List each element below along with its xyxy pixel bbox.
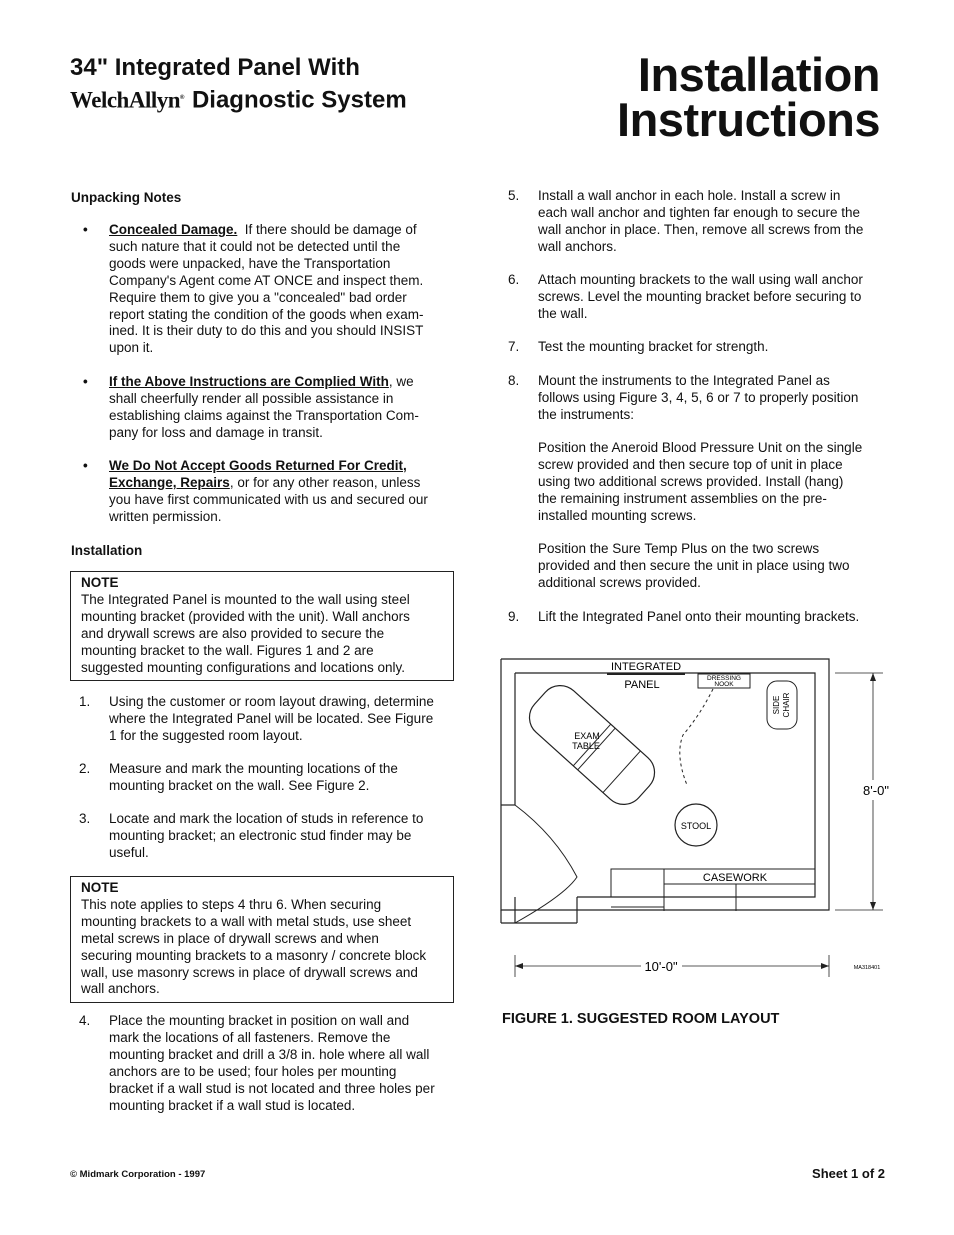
- step-number: 9.: [508, 609, 520, 624]
- side-label: SIDE: [772, 695, 781, 715]
- document-title-line2: Instructions: [617, 93, 880, 146]
- dressing-label: DRESSING: [707, 675, 741, 682]
- note-title: NOTE: [81, 880, 119, 895]
- step-text: anchors are to be used; four holes per mounting: [109, 1063, 397, 1079]
- step-text: installed mounting screws.: [538, 507, 697, 523]
- note-title: NOTE: [81, 575, 119, 590]
- dressing-curtain: [680, 689, 713, 785]
- bullet-concealed-damage: [83, 222, 454, 357]
- step-4: [79, 1013, 459, 1114]
- step-text: the remaining instrument assemblies on the pre-: [538, 490, 827, 506]
- step-text: Using the customer or room layout drawing, determine: [109, 694, 434, 709]
- step-5: [508, 188, 888, 256]
- arrow-head: [870, 673, 876, 681]
- bullet-text: written permission.: [109, 508, 222, 524]
- note-text: The Integrated Panel is mounted to the wall using steel: [81, 591, 410, 607]
- step-9: [508, 609, 888, 626]
- room-layout-figure: [495, 655, 905, 985]
- bullet-text: upon it.: [109, 340, 154, 356]
- step-text: useful.: [109, 844, 149, 860]
- step-text: mounting bracket if a wall stud is located.: [109, 1097, 356, 1113]
- step-text: each wall anchor and tighten far enough to secure the: [538, 204, 860, 220]
- bullet-text: establishing claims against the Transportation Com-: [109, 407, 419, 423]
- chair-label: CHAIR: [782, 692, 791, 718]
- bullet-text: Require them to give you a "concealed" bad order: [109, 289, 407, 305]
- step-text: the instruments:: [538, 406, 635, 422]
- arrow-head: [821, 963, 829, 969]
- bullet-text: If there should be damage of: [237, 222, 417, 237]
- bullet-line: [109, 374, 454, 391]
- bullet-lead: Concealed Damage.: [109, 222, 238, 237]
- bullet-lead: We Do Not Accept Goods Returned For Credit,: [109, 458, 407, 473]
- document-title: [617, 48, 880, 146]
- step-text: Place the mounting bracket in position on wall and: [109, 1013, 410, 1028]
- bullet-text: , or for any other reason, unless: [229, 474, 421, 490]
- bullet-text: you have first communicated with us and secured our: [109, 491, 428, 507]
- bullet-text: , we: [388, 374, 414, 389]
- step-text: mounting bracket; an electronic stud finder may be: [109, 827, 412, 843]
- note-text: mounting bracket (provided with the unit). Wall anchors: [81, 608, 410, 624]
- product-title-line1: 34" Integrated Panel With: [70, 54, 360, 81]
- step-8-paragraph-suretemp: [538, 541, 888, 592]
- step-text: Test the mounting bracket for strength.: [538, 339, 769, 354]
- step-8-paragraph-aneroid: [538, 440, 888, 525]
- step-text: Attach mounting brackets to the wall using wall anchor: [538, 272, 863, 287]
- nook-label: NOOK: [714, 681, 734, 688]
- width-label: 10'-0": [644, 959, 678, 974]
- step-number: 5.: [508, 188, 520, 203]
- integrated-label: INTEGRATED: [610, 661, 682, 673]
- bullet-dot: •: [83, 374, 88, 389]
- note-text: and drywall screws are also provided to secure the: [81, 625, 385, 641]
- step-text: follows using Figure 3, 4, 5, 6 or 7 to properly position: [538, 389, 859, 405]
- panel-label: PANEL: [624, 679, 660, 691]
- step-text: wall anchors.: [538, 238, 617, 254]
- logo-text: WelchAllyn: [70, 87, 181, 113]
- product-title-line2-text: Diagnostic System: [191, 86, 407, 114]
- step-text: Position the Sure Temp Plus on the two screws: [538, 541, 820, 556]
- bullet-text: Company's Agent come AT ONCE and inspect them.: [109, 272, 424, 288]
- table-label: TABLE: [572, 741, 600, 751]
- step-text: mounting bracket on the wall. See Figure 2.: [109, 777, 370, 793]
- step-number: 1.: [79, 694, 91, 709]
- step-number: 3.: [79, 811, 91, 826]
- note-text: suggested mounting configurations and locations only.: [81, 659, 405, 675]
- door-swing: [515, 805, 577, 923]
- step-number: 6.: [508, 272, 520, 287]
- note-text: mounting brackets to a wall with metal studs, use sheet: [81, 913, 412, 929]
- note-text: This note applies to steps 4 thru 6. When securing: [81, 896, 382, 912]
- step-text: mark the locations of all fasteners. Remove the: [109, 1029, 391, 1045]
- bullet-text: shall cheerfully render all possible assistance in: [109, 390, 394, 406]
- bullet-text: goods were unpacked, have the Transportation: [109, 255, 391, 271]
- step-text: Mount the instruments to the Integrated Panel as: [538, 373, 830, 388]
- step-text: Measure and mark the mounting locations of the: [109, 761, 398, 776]
- step-text: Locate and mark the location of studs in reference to: [109, 811, 424, 826]
- welch-allyn-logo: [70, 83, 184, 116]
- height-label: 8'-0": [863, 783, 889, 798]
- step-text: Lift the Integrated Panel onto their mounting brackets.: [538, 609, 860, 624]
- bullet-text: report stating the condition of the goods when exam-: [109, 306, 424, 322]
- product-title: [70, 52, 407, 116]
- step-text: the wall.: [538, 305, 588, 321]
- arrow-head: [870, 902, 876, 910]
- product-title-line2: [70, 83, 407, 116]
- step-number: 7.: [508, 339, 520, 354]
- step-number: 4.: [79, 1013, 91, 1028]
- bullet-text: pany for loss and damage in transit.: [109, 424, 323, 440]
- installation-heading: Installation: [71, 543, 143, 558]
- bullet-text: ined. It is their duty to do this and you should INSIST: [109, 323, 424, 339]
- bullet-line: [109, 475, 454, 492]
- casework-label: CASEWORK: [702, 872, 768, 884]
- exam-label: EXAM: [574, 731, 600, 741]
- step-text: Position the Aneroid Blood Pressure Unit on the single: [538, 440, 863, 455]
- step-text: additional screws provided.: [538, 574, 701, 590]
- note-box-1: [70, 571, 454, 681]
- step-1: [79, 694, 459, 745]
- bullet-no-returns: [83, 458, 454, 526]
- drawing-code: MA318401: [853, 965, 881, 971]
- bullet-lead: If the Above Instructions are Complied With: [109, 374, 389, 389]
- step-text: screws. Level the mounting bracket before securing to: [538, 288, 862, 304]
- copyright: © Midmark Corporation - 1997: [70, 1169, 206, 1180]
- step-text: mounting bracket and drill a 3/8 in. hole where all wall: [109, 1046, 430, 1062]
- document-title-line1: Installation: [637, 48, 880, 101]
- step-text: screw provided and then secure top of unit in place: [538, 456, 843, 472]
- step-text: 1 for the suggested room layout.: [109, 727, 303, 743]
- sheet-number: Sheet 1 of 2: [812, 1166, 885, 1181]
- step-text: Install a wall anchor in each hole. Install a screw in: [538, 188, 841, 203]
- exam-table-divider: [603, 751, 640, 793]
- step-text: bracket if a wall stud is not located and three holes per: [109, 1080, 435, 1096]
- step-text: where the Integrated Panel will be located. See Figure: [109, 710, 434, 726]
- bullet-text: such nature that it could not be detected until the: [109, 238, 401, 254]
- bullet-line: [109, 222, 454, 239]
- bullet-instructions-complied: [83, 374, 454, 442]
- step-text: wall anchor in place. Then, remove all screws from the: [538, 221, 864, 237]
- step-6: [508, 272, 888, 323]
- step-8: [508, 373, 888, 424]
- note-box-2: [70, 876, 454, 1003]
- inner-wall: [515, 673, 815, 897]
- step-text: using two additional screws provided. Install (hang): [538, 473, 844, 489]
- unpacking-heading: Unpacking Notes: [71, 190, 182, 205]
- note-text: securing mounting brackets to a masonry / concrete block: [81, 947, 427, 963]
- figure-caption: FIGURE 1. SUGGESTED ROOM LAYOUT: [502, 1011, 780, 1027]
- step-number: 2.: [79, 761, 91, 776]
- stool-label: STOOL: [680, 821, 712, 831]
- step-3: [79, 811, 459, 862]
- note-text: wall, use masonry screws in place of drywall screws and: [81, 964, 418, 980]
- bullet-dot: •: [83, 222, 88, 237]
- logo-registered-mark: ®: [180, 95, 184, 101]
- note-text: mounting bracket to the wall. Figures 1 and 2 are: [81, 642, 374, 658]
- note-text: wall anchors.: [81, 981, 160, 997]
- step-number: 8.: [508, 373, 520, 388]
- note-text: metal screws in place of drywall screws and when: [81, 930, 379, 946]
- step-text: provided and then secure the unit in place using two: [538, 557, 850, 573]
- arrow-head: [515, 963, 523, 969]
- step-2: [79, 761, 459, 795]
- bullet-lead: Exchange, Repairs: [109, 474, 230, 490]
- step-7: [508, 339, 888, 356]
- bullet-dot: •: [83, 458, 88, 473]
